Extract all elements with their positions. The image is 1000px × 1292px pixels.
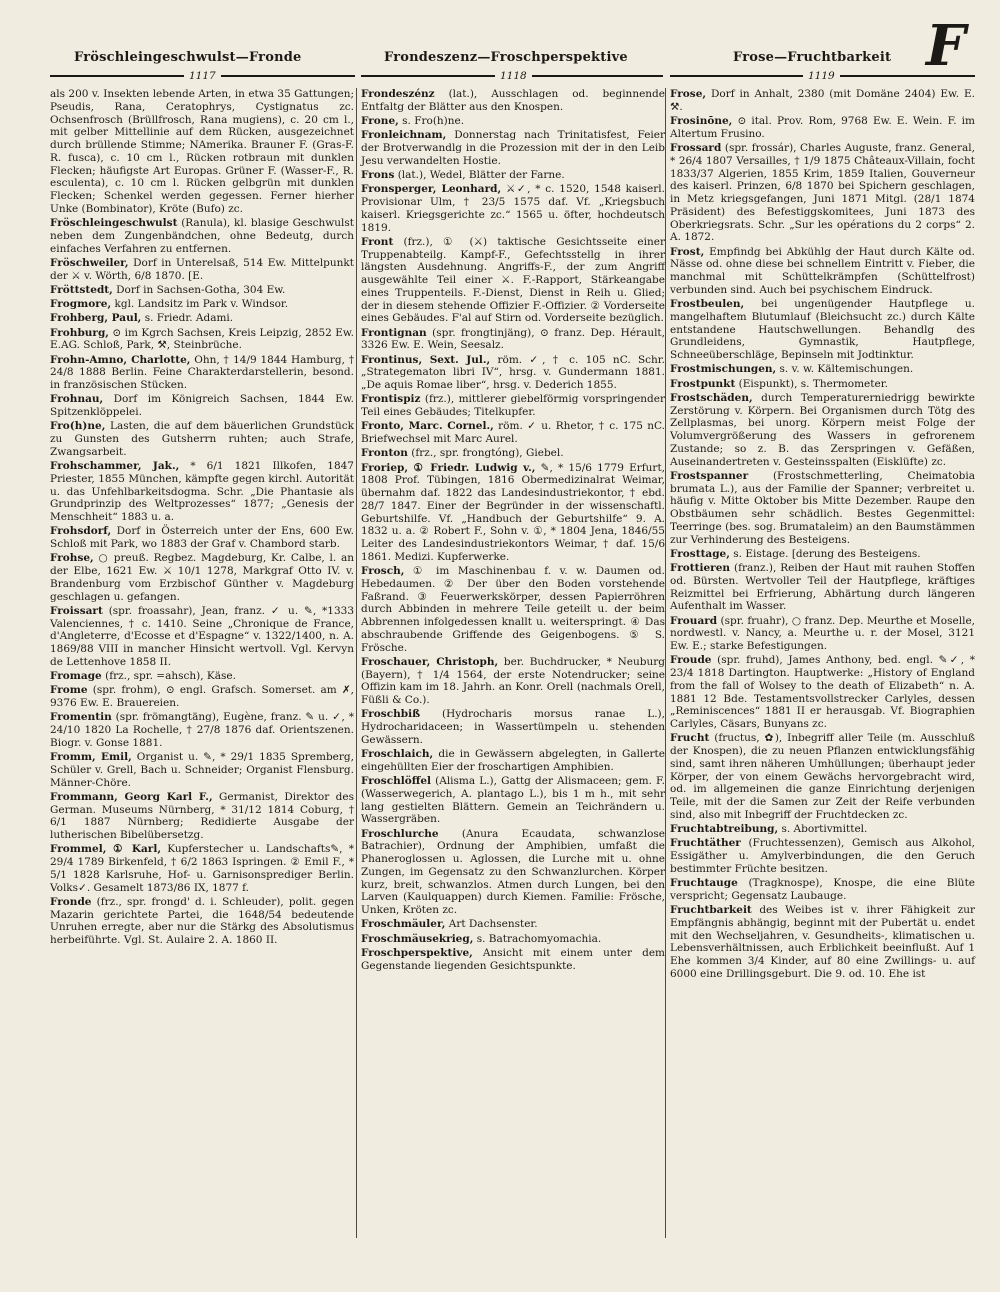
entry-headword: Frontignan bbox=[361, 326, 427, 339]
entry-text: (frz., spr. frongtóng), Giebel. bbox=[411, 447, 564, 460]
entry-text: (fructus, ✿), Inbegriff aller Teile (m. Ausschluß der Knospen), die zu neuen Pflanzen entwicklungsfähig sind, samt ihren näheren Umhüllungen; überhaupt jeder Körper, der von einem Gewächs hervorgebracht wird, od. im allgemeinen die ganze Einrichtung derjenigen Teile, mit der die Samen zur Zeit der Reife verbunden sind, also mit Inbegriff der Fruchtdecken zc. bbox=[670, 732, 975, 821]
dictionary-entry bbox=[361, 169, 665, 182]
entry-headword: Frohschammer, Jak., bbox=[50, 460, 180, 472]
entry-text: Dorf in Österreich unter der Ens, 600 Ew. Schloß mit Park, wo 1883 der Graf v. Chambord starb. bbox=[50, 525, 354, 550]
entry-text: Lasten, die auf dem bäuerlichen Grundstück zu Gunsten des Gutsherrn ruhten; auch Strafe, Zwangsarbeit. bbox=[50, 420, 354, 458]
entry-text: röm. ✓ u. Rhetor, † c. 175 nC. Briefwechsel mit Marc Aurel. bbox=[361, 420, 666, 445]
entry-headword: Frontispiz bbox=[361, 393, 421, 406]
dictionary-entry bbox=[50, 420, 354, 458]
entry-text: des Weibes ist v. ihrer Fähigkeit zur Empfängnis abhängig, beginnt mit der Pubertät u. endet mit den Wechseljahren, v. Gesundheits-, klimatischen u. Lebensverhältnissen, auch Erblichkeit beeinflußt. Auf 1 Ehe kommen 3/4 Kinder, auf 80 eine Zwillings- u. auf 6000 eine Drillingsgeburt. Die 9. od. 10. Ehe ist bbox=[670, 904, 976, 980]
entry-text: Germanist, Direktor des German. Museums Nürnberg, * 31/12 1814 Coburg, † 6/1 1887 Nürnberg; Redidierte Ausgabe der lutherischen Bibelübersetzg. bbox=[50, 790, 354, 841]
dictionary-entry bbox=[670, 837, 975, 875]
entry-headword: Fromage bbox=[50, 670, 102, 682]
entry-headword: Frohberg, Paul, bbox=[50, 312, 142, 325]
dictionary-entry bbox=[670, 904, 975, 981]
entry-text: Art Dachsenster. bbox=[448, 918, 538, 931]
dictionary-entry bbox=[361, 462, 665, 564]
entry-text: ⊙ ital. Prov. Rom, 9768 Ew. E. Wein. F. im Altertum Frusino. bbox=[670, 115, 975, 140]
entry-text: (Fruchtessenzen), Gemisch aus Alkohol, Essigäther u. Amylverbindungen, die den Geruch bestimmter Früchte besitzen. bbox=[670, 837, 975, 875]
entry-text: (Hydrocharis morsus ranae L.), Hydrocharidaceen; in Wassertümpeln u. stehenden Gewässern. bbox=[361, 708, 665, 746]
entry-headword: Fromm, Emil, bbox=[50, 751, 132, 763]
entry-text: (frz., spr. frongd' d. i. Schleuder), polit. gegen Mazarin gerichtete Partei, die 1648/54 bedeutende Unruhen erregte, aber nur die Stärkg des Absolutismus herbeiführte. Vgl. St. Aulaire 2. A. 1860 II. bbox=[50, 895, 355, 946]
entry-text: ber. Buchdrucker, * Neuburg (Bayern), † 1/4 1564, der erste Notendrucker; seine Offizin kam im 18. Jahrh. an Konr. Orell (nachmals Orell, Füßli & Co.). bbox=[361, 655, 665, 706]
dictionary-entry bbox=[670, 298, 975, 362]
section-letter: F bbox=[926, 13, 966, 79]
entry-headword: Frucht bbox=[670, 732, 710, 745]
column-divider-2 bbox=[665, 88, 666, 1238]
entry-headword: Frogmore, bbox=[50, 298, 112, 310]
column-2 bbox=[361, 88, 665, 974]
column-divider-1 bbox=[356, 88, 357, 1238]
entry-text: kgl. Landsitz im Park v. Windsor. bbox=[114, 298, 289, 310]
entry-headword: Froissart bbox=[50, 604, 103, 617]
entry-text: (Tragknospe), Knospe, die eine Blüte verspricht; Gegensatz Laubauge. bbox=[670, 877, 976, 902]
entry-headword: Fröschweiler, bbox=[50, 256, 129, 269]
dictionary-entry bbox=[670, 246, 975, 297]
dictionary-entry bbox=[50, 327, 354, 353]
entry-headword: Frosttage, bbox=[670, 547, 730, 560]
dictionary-entry bbox=[361, 129, 665, 167]
entry-headword: Frome bbox=[50, 684, 88, 697]
entry-headword: Fruchtabtreibung, bbox=[670, 823, 779, 835]
entry-headword: Frontinus, Sext. Jul., bbox=[361, 353, 491, 366]
dictionary-entry bbox=[361, 354, 665, 392]
entry-headword: Froschmäuler, bbox=[361, 918, 446, 931]
entry-headword: Froschbiß bbox=[361, 708, 421, 721]
entry-headword: Frondeszénz bbox=[361, 88, 435, 100]
entry-headword: Frost, bbox=[670, 245, 705, 258]
entry-text: (spr. fruahr), ○ franz. Dep. Meurthe et Moselle, nordwestl. v. Nancy, a. Meurthe u. r. der Mosel, 3121 Ew. E.; starke Befestigungen. bbox=[670, 614, 976, 652]
entry-text: * 6/1 1821 Illkofen, 1847 Priester, 1855 München, kämpfte gegen kirchl. Autorität u. das Unfehlbarkeitsdogma. Schr. „Die Phantasie als Grundprinzip des Weltprozesses“ 1877; „Genesis der Menschheit“ 1883 u. a. bbox=[50, 460, 354, 523]
dictionary-entry bbox=[361, 236, 665, 325]
dictionary-entry bbox=[50, 217, 354, 255]
dictionary-entry bbox=[361, 327, 665, 353]
running-head-col1: Fröschleingeschwulst—Fronde bbox=[74, 50, 302, 65]
dictionary-entry bbox=[670, 378, 975, 391]
page-number-1: 1117 bbox=[184, 70, 221, 82]
dictionary-entry bbox=[361, 775, 665, 826]
entry-text: Empfindg bei Abkühlg der Haut durch Kälte od. Nässe od. ohne diese bei schnellem Eintritt v. Fieber, die manchmal mit Schüttelkrämpfen (Schüttelfrost) verbunden sind. Auch bei psychischem Eindruck. bbox=[670, 245, 975, 296]
entry-headword: Fruchtauge bbox=[670, 877, 738, 889]
dictionary-entry bbox=[670, 615, 975, 653]
dictionary-entry bbox=[361, 708, 665, 746]
entry-headword: Frommel, ① Karl, bbox=[50, 843, 161, 856]
entry-headword: Frostspanner bbox=[670, 469, 749, 482]
entry-headword: Frommann, Georg Karl F., bbox=[50, 790, 213, 803]
dictionary-entry bbox=[50, 711, 354, 749]
entry-headword: Frosch, bbox=[361, 565, 405, 577]
entry-text: (spr. fruhd), James Anthony, bed. engl. ✎✓, * 23/4 1818 Dartington. Hauptwerke: „History of England from the fall of Wolsey to the death of Elizabeth“ n. A. 1881 12 Bde. Testamentsvollstrecker Carlyles, dessen „Reminiscences“ 1881 II er herausgab. Vf. Biographien Carlyles, Cäsars, Bunyans zc. bbox=[670, 654, 975, 730]
entry-text: ✎, * 15/6 1779 Erfurt, 1808 Prof. Tübingen, 1816 Obermedizinalrat Weimar, übernahm daf. 1822 das Landesindustriekontor, † ebd. 28/7 1847. Einer der Begründer in der wissenschaftl. Geburtshilfe. Vf. „Handbuch der Geburtshilfe“ 9. A. 1832 u. a. ② Robert F., Sohn v. ①, * 1804 Jena, 1846/55 Leiter des Landesindustriekontors Weimar, † daf. 15/6 1861. Medizi. Kupferwerke. bbox=[361, 461, 665, 563]
entry-text: Donnerstag nach Trinitatisfest, Feier der Brotverwandlg in die Prozession mit der in den Leib Jesu verwandelten Hostie. bbox=[361, 129, 665, 167]
dictionary-entry bbox=[50, 525, 354, 551]
entry-headword: Frons bbox=[361, 169, 395, 181]
entry-text: ⊙ im Kgrch Sachsen, Kreis Leipzig, 2852 Ew. E.AG. Schloß, Park, ⚒, Steinbrüche. bbox=[50, 326, 354, 352]
dictionary-entry bbox=[361, 748, 665, 774]
entry-text: s. Abortivmittel. bbox=[781, 823, 868, 835]
entry-text: Ansicht mit einem unter dem Gegenstande liegenden Gesichtspunkte. bbox=[361, 946, 666, 972]
dictionary-entry bbox=[670, 877, 975, 903]
entry-headword: Fronto, Marc. Cornel., bbox=[361, 420, 494, 433]
dictionary-entry bbox=[670, 562, 975, 613]
entry-text: (Ranula), kl. blasige Geschwulst neben dem Zungenbändchen, ohne Bedeutg, durch einfaches Verfahren zu entfernen. bbox=[50, 217, 354, 255]
entry-text: (spr. frohm), ⊙ engl. Grafsch. Somerset. am ✗, 9376 Ew. E. Brauereien. bbox=[50, 684, 355, 709]
dictionary-entry bbox=[50, 552, 354, 603]
dictionary-entry bbox=[361, 918, 665, 931]
entry-text: durch Temperaturerniedrigg bewirkte Zerstörung v. Körpern. Bei Organismen durch Tötg des Zellplasmas, bei unorg. Körpern meist Folge der Volumvergrößerung des Wassers in gefrorenem Zustande; so z. B. das Zerspringen v. Gefäßen, Auseinandertreten v. Gesteinsspalten (Eisklüfte) zc. bbox=[670, 391, 975, 468]
entry-text: Dorf in Unterelsaß, 514 Ew. Mittelpunkt der ⚔ v. Wörth, 6/8 1870. [E. bbox=[50, 256, 355, 282]
entry-text: als 200 v. Insekten lebende Arten, in etwa 35 Gattungen; Pseudis, Rana, Ceratophrys, Cystignatus zc. Ochsenfrosch (Brüllfrosch, Rana mugiens), c. 20 cm l., mit gelber Mittellinie auf dem Rücken, ausgezeichnet durch brüllende Stimme; NAmerika. Brauner F. (Gras-F. R. fusca), c. 10 cm l., Rücken rotbraun mit dunklen Flecken; häufigste Art Europas. Grüner F. (Wasser-F., R. esculenta), c. 10 cm l. Rücken gelbgrün mit dunklen Flecken; Schenkel werden gegessen. Ferner hierher Unke (Bombinator), Kröte (Bufo) zc. bbox=[50, 88, 354, 215]
entry-headword: Frouard bbox=[670, 614, 718, 627]
dictionary-entry bbox=[361, 656, 665, 707]
entry-text: die in Gewässern abgelegten, in Gallerte eingehüllten Eier der froschartigen Amphibien. bbox=[361, 748, 665, 773]
entry-text: (Frostschmetterling, Cheimatobia brumata L.), aus der Familie der Spanner; verbreitet u. häufig v. Mitte Oktober bis Mitte Dezember. Raupe den Obstbäumen sehr schädlich. Bestes Gegenmittel: Teerringe (bes. sog. Brumataleim) an den Baumstämmen zur Verhinderung des Besteigens. bbox=[670, 469, 975, 546]
entry-text: s. Batrachomyomachia. bbox=[476, 932, 602, 945]
entry-headword: Fronleichnam, bbox=[361, 129, 447, 142]
entry-headword: Frostmischungen, bbox=[670, 363, 777, 376]
entry-headword: Froschauer, Christoph, bbox=[361, 655, 499, 668]
entry-headword: Fruchtbarkeit bbox=[670, 904, 752, 916]
dictionary-entry bbox=[50, 312, 354, 325]
entry-text: (lat.), Wedel, Blätter der Farne. bbox=[397, 169, 565, 181]
entry-headword: Fromentin bbox=[50, 711, 112, 724]
dictionary-entry bbox=[50, 393, 354, 419]
entry-text: Dorf im Königreich Sachsen, 1844 Ew. Spitzenklöppelei. bbox=[50, 393, 355, 418]
page-number-2: 1118 bbox=[495, 70, 532, 82]
entry-headword: Frohsdorf, bbox=[50, 525, 112, 538]
dictionary-entry bbox=[50, 88, 354, 216]
dictionary-entry bbox=[670, 88, 975, 114]
dictionary-entry bbox=[50, 684, 354, 710]
dictionary-entry bbox=[361, 420, 665, 446]
entry-text: (lat.), Ausschlagen od. beginnende Entfaltg der Blätter aus den Knospen. bbox=[361, 88, 665, 113]
dictionary-entry bbox=[361, 88, 665, 114]
entry-headword: Froschlöffel bbox=[361, 775, 432, 787]
entry-headword: Froschlurche bbox=[361, 827, 439, 840]
entry-text: (spr. frossár), Charles Auguste, franz. General, * 26/4 1807 Versailles, † 1/9 1875 Châteaux-Villain, focht 1833/37 Algerien, 1855 Krim, 1859 Italien, Gouverneur des kaiserl. Prinzen, 6/8 1870 bei Spichern geschlagen, in Metz kriegsgefangen, Juni 1871 Mitgl. (28/1 1874 Präsident) des Befestiggskomitees, Juni 1873 des Oberkriegsrats. Schr. „Sur les opérations du 2 corps“ 2. A. 1872. bbox=[670, 142, 975, 244]
entry-headword: Frottieren bbox=[670, 562, 731, 574]
column-3 bbox=[670, 88, 975, 982]
entry-headword: Froude bbox=[670, 654, 712, 667]
entry-headword: Frose, bbox=[670, 88, 707, 100]
entry-headword: Frohnau, bbox=[50, 393, 104, 406]
dictionary-entry bbox=[50, 751, 354, 789]
entry-text: s. Friedr. Adami. bbox=[144, 312, 234, 325]
running-head-col2: Frondeszenz—Froschperspektive bbox=[384, 50, 628, 65]
dictionary-entry bbox=[361, 828, 665, 917]
entry-text: s. Eistage. [derung des Besteigens. bbox=[733, 547, 921, 560]
entry-text: s. Fro(h)ne. bbox=[402, 115, 465, 127]
entry-text: Dorf in Sachsen-Gotha, 304 Ew. bbox=[116, 283, 286, 296]
entry-headword: Frostbeulen, bbox=[670, 298, 745, 310]
entry-text: Organist u. ✎, * 29/1 1835 Spremberg, Schüler v. Grell, Bach u. Schneider; Organist Flensburg. Männer-Chöre. bbox=[50, 751, 354, 789]
entry-headword: Froschmäusekrieg, bbox=[361, 932, 474, 945]
entry-text: (frz.), ① (⚔) taktische Gesichtsseite einer Truppenabteilg. Kampf-F., Gefechtsstellg in ihrer längsten Ausdehnung. Angriffs-F., der zum Angriff ausgewählte Teil einer ⚔. F.-Rapport, Stärkeangabe eines Truppenteils. F.-Dienst, Dienst in Reih u. Glied; der in diesem stehende Offizier F.-Offizier. ② Vorderseite eines Gebäudes. F'al auf Stirn od. Vorderseite bezüglich. bbox=[361, 235, 665, 325]
entry-text: (Alisma L.), Gattg der Alismaceen; gem. F. (Wasserwegerich, A. plantago L.), bis 1 m h., mit sehr lang gestielten Blättern. Gemein an Teichrändern u. Wassergräben. bbox=[361, 775, 665, 826]
entry-headword: Frostschäden, bbox=[670, 391, 753, 404]
entry-text: ⚔✓, * c. 1520, 1548 kaiserl. Provisionar Ulm, † 23/5 1575 daf. Vf. „Kriegsbuch kaiserl. Kriegsgerichte zc.“ 1565 u. öfter, hochdeutsch 1819. bbox=[361, 183, 665, 234]
page-number-3: 1119 bbox=[803, 70, 840, 82]
dictionary-entry bbox=[50, 605, 354, 669]
entry-headword: Frohburg, bbox=[50, 326, 109, 339]
entry-headword: Froschperspektive, bbox=[361, 946, 473, 959]
entry-headword: Fronton bbox=[361, 447, 408, 460]
entry-text: (franz.), Reiben der Haut mit rauhen Stoffen od. Bürsten. Wertvoller Teil der Hautpflege, kräftiges Reizmittel bei Erfrierung, Abhärtung durch längeren Aufenthalt im Wasser. bbox=[670, 562, 975, 613]
dictionary-entry bbox=[361, 947, 665, 973]
entry-headword: Frohse, bbox=[50, 552, 94, 565]
dictionary-entry bbox=[670, 548, 975, 561]
dictionary-entry bbox=[361, 565, 665, 654]
entry-headword: Fronsperger, Leonhard, bbox=[361, 183, 502, 196]
dictionary-entry bbox=[50, 257, 354, 283]
dictionary-entry bbox=[50, 670, 354, 683]
entry-text: (frz.), mittlerer giebelförmig vorspringender Teil eines Gebäudes; Titelkupfer. bbox=[361, 393, 665, 418]
entry-headword: Frone, bbox=[361, 115, 399, 127]
dictionary-entry bbox=[361, 447, 665, 460]
entry-text: (frz., spr. =ahsch), Käse. bbox=[105, 670, 236, 682]
dictionary-entry bbox=[50, 896, 354, 947]
entry-text: bei ungenügender Hautpflege u. mangelhaftem Blutumlauf (Bleichsucht zc.) durch Kälte entstandene Hautschwellungen. Behandlg des Grundleidens, Gymnastik, Hautpflege, Schneeüberschläge, Bepinseln mit Jodtinktur. bbox=[670, 298, 975, 361]
entry-text: s. v. w. Kältemischungen. bbox=[779, 363, 914, 376]
entry-text: Dorf in Anhalt, 2380 (mit Domäne 2404) Ew. E. ⚒. bbox=[670, 88, 975, 113]
entry-headword: Froriep, ① Friedr. Ludwig v., bbox=[361, 461, 536, 474]
running-head-col3: Frose—Fruchtbarkeit bbox=[733, 50, 892, 65]
dictionary-entry bbox=[670, 823, 975, 836]
entry-text: (spr. frongtinjäng), ⊙ franz. Dep. Hérault, 3326 Ew. E. Wein, Seesalz. bbox=[361, 326, 665, 352]
entry-headword: Frosinōne, bbox=[670, 115, 733, 127]
entry-headword: Fröschleingeschwulst bbox=[50, 217, 178, 229]
entry-headword: Frohn-Amno, Charlotte, bbox=[50, 353, 191, 366]
entry-headword: Froschlaich, bbox=[361, 748, 434, 760]
dictionary-entry bbox=[361, 115, 665, 128]
dictionary-entry bbox=[50, 843, 354, 894]
entry-text: ○ preuß. Regbez. Magdeburg, Kr. Calbe, l. an der Elbe, 1621 Ew. ⚔ 10/1 1278, Markgraf Otto IV. v. Brandenburg vom Erzbischof Günther v. Magdeburg geschlagen u. gefangen. bbox=[50, 552, 354, 603]
entry-text: (spr. frömangtäng), Eugène, franz. ✎ u. ✓, * 24/10 1820 La Rochelle, † 27/8 1876 daf. Orientszenen. Biogr. v. Gonse 1881. bbox=[50, 711, 354, 749]
entry-headword: Frossard bbox=[670, 142, 722, 154]
dictionary-entry bbox=[670, 732, 975, 821]
dictionary-entry bbox=[670, 115, 975, 141]
column-1 bbox=[50, 88, 354, 948]
entry-headword: Fronde bbox=[50, 895, 92, 908]
entry-text: ① im Maschinenbau f. v. w. Daumen od. Hebedaumen. ② Der über den Boden vorstehende Faßrand. ③ Feuerwerkskörper, dessen Papierröhren durch Abbinden in mehrere Teile geteilt u. der beim Abbrennen infolgedessen knallt u. weiterspringt. ④ Das abschraubende Griffende des Geigenbogens. ⑤ S. Frösche. bbox=[361, 565, 665, 654]
entry-headword: Fröttstedt, bbox=[50, 283, 113, 296]
dictionary-entry bbox=[50, 298, 354, 311]
entry-text: röm. ✓, † c. 105 nC. Schr. „Strategematon libri IV“, hrsg. v. Gundermann 1881. „De aquis Romae liber“, hrsg. v. Dederich 1855. bbox=[361, 353, 665, 391]
entry-text: (Eispunkt), s. Thermometer. bbox=[738, 377, 888, 390]
dictionary-entry bbox=[50, 791, 354, 842]
dictionary-entry bbox=[670, 142, 975, 244]
dictionary-entry bbox=[361, 933, 665, 946]
dictionary-entry bbox=[670, 470, 975, 547]
dictionary-entry bbox=[361, 393, 665, 419]
entry-text: (spr. froassahr), Jean, franz. ✓ u. ✎, *1333 Valenciennes, † c. 1410. Seine „Chronique de France, d'Angleterre, d'Ecosse et d'Espagne“ v. 1322/1400, n. A. 1869/88 VIII in mancher Hinsicht wertvoll. Vgl. Kervyn de Lettenhove 1858 II. bbox=[50, 604, 354, 668]
entry-text: (Anura Ecaudata, schwanzlose Batrachier), Ordnung der Amphibien, umfaßt die Phaneroglossen u. Aglossen, die Lurche mit u. ohne Zungen, im Gegensatz zu den Schwanzlurchen. Körper kurz, breit, schwanzlos. Atmen durch Lungen, bei den Larven (Kaulquappen) durch Kiemen. Familie: Frösche, Unken, Kröten zc. bbox=[361, 827, 665, 916]
entry-headword: Frostpunkt bbox=[670, 377, 736, 390]
dictionary-entry bbox=[670, 363, 975, 376]
dictionary-entry bbox=[670, 654, 975, 731]
entry-text: Kupferstecher u. Landschafts✎, * 29/4 1789 Birkenfeld, † 6/2 1863 Ispringen. ② Emil F., * 5/1 1828 Karlsruhe, Hof- u. Garnisonsprediger Berlin. Volks✓. Gesamelt 1873/86 IX, 1877 f. bbox=[50, 843, 355, 894]
dictionary-entry bbox=[50, 460, 354, 524]
entry-headword: Fruchtäther bbox=[670, 837, 741, 850]
dictionary-entry bbox=[50, 284, 354, 297]
entry-headword: Front bbox=[361, 235, 394, 248]
entry-headword: Fro(h)ne, bbox=[50, 420, 106, 433]
dictionary-entry bbox=[670, 392, 975, 469]
dictionary-entry bbox=[50, 354, 354, 392]
entry-text: Ohn, † 14/9 1844 Hamburg, † 24/8 1888 Berlin. Feine Charakterdarstellerin, besond. in französischen Stücken. bbox=[50, 353, 354, 391]
dictionary-entry bbox=[361, 183, 665, 234]
